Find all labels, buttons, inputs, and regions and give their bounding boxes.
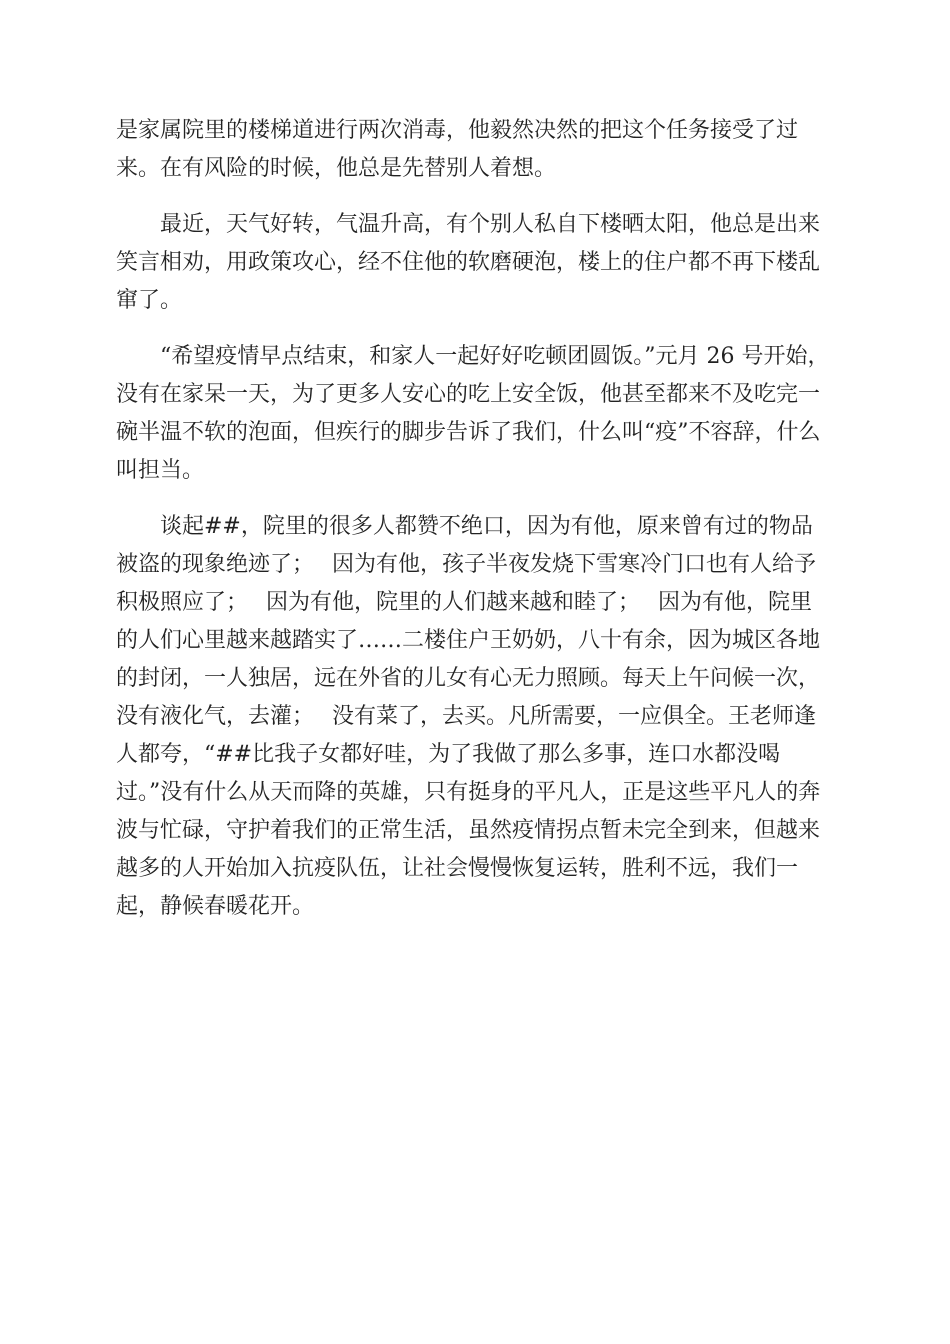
paragraph: 谈起##，院里的很多人都赞不绝口，因为有他，原来曾有过的物品被盗的现象绝迹了； 因为有他，孩子半夜发烧下雪寒冷门口也有人给予积极照应了； 因为有他，院里的人们越来越和睦了； 因为有他，院里的人们心里越来越踏实了……二楼住户王奶奶，八十有余，因为城区各地的封闭，一人独居，远在外省的儿女有心无力照顾。每天上午问候一次，没有液化气，去灌； 没有菜了，去买。凡所需要，一应俱全。王老师逢人都夸，“##比我子女都好哇，为了我做了那么多事，连口水都没喝过。”没有什么从天而降的英雄，只有挺身的平凡人，正是这些平凡人的奔波与忙碌，守护着我们的正常生活，虽然疫情拐点暂未完全到来，但越来越多的人开始加入抗疫队伍，让社会慢慢恢复运转，胜利不远，我们一起，静候春暖花开。 (116, 514, 821, 919)
paragraph: 最近，天气好转，气温升高，有个别人私自下楼晒太阳，他总是出来笑言相劝，用政策攻心，经不住他的软磨硬泡，楼上的住户都不再下楼乱窜了。 (116, 212, 821, 313)
paragraph: 是家属院里的楼梯道进行两次消毒，他毅然决然的把这个任务接受了过来。在有风险的时候，他总是先替别人着想。 (116, 118, 799, 181)
paragraph: “希望疫情早点结束，和家人一起好好吃顿团圆饭。”元月 26 号开始，没有在家呆一天，为了更多人安心的吃上安全饭，他甚至都来不及吃完一碗半温不软的泡面，但疾行的脚步告诉了我们，什么叫“疫”不容辞，什么叫担当。 (116, 344, 830, 483)
document-body (116, 112, 832, 944)
